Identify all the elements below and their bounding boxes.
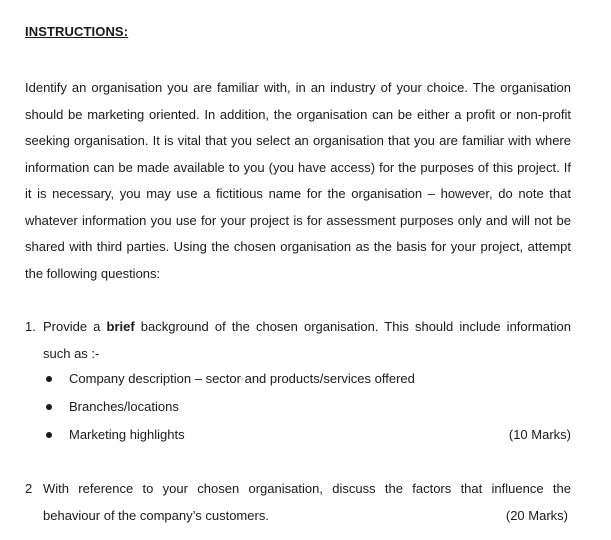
bullet-text: Company description – sector and products/services offered: [69, 371, 415, 386]
question-1-bullet-list: [44, 366, 571, 450]
question-1-text: [43, 314, 571, 367]
question-1: [25, 314, 571, 367]
intro-paragraph: Identify an organisation you are familiar with, in an industry of your choice. The organisation should be marketing oriented. In addition, the organisation can be either a profit or non-profit seeking organisation. It is vital that you select an organisation that you are familiar with where information can be made available to you (you have access) for the purposes of this project. If it is necessary, you may use a fictitious name for the organisation – however, do note that whatever information you use for your project is for assessment purposes only and will not be shared with third parties. Using the chosen organisation as the basis for your project, attempt the following questions:: [25, 80, 571, 281]
word: reference: [78, 481, 134, 496]
list-item: [44, 422, 571, 450]
question-2-line-2: [25, 503, 571, 530]
list-item: [44, 366, 571, 394]
word: your: [162, 481, 188, 496]
word: With: [43, 481, 69, 496]
question-2-line-1: [43, 476, 571, 503]
word: organisation,: [248, 481, 323, 496]
question-1-text-end: background of the chosen organisation. This should include information such as :-: [43, 319, 571, 361]
list-item: [44, 394, 571, 422]
word: that: [460, 481, 483, 496]
instructions-heading: INSTRUCTIONS:: [25, 24, 129, 39]
word: factors: [412, 481, 452, 496]
word: chosen: [197, 481, 240, 496]
bullet-icon: [46, 376, 52, 382]
word: the: [384, 481, 403, 496]
question-1-marks: (10 Marks): [508, 427, 571, 442]
question-2-text-end: behaviour of the company’s customers.: [43, 507, 269, 523]
bullet-icon: [46, 432, 52, 438]
word: influence: [491, 481, 544, 496]
bullet-text: Branches/locations: [69, 399, 179, 414]
question-1-bold-word: brief: [106, 319, 135, 334]
bullet-text: Marketing highlights: [69, 427, 185, 442]
question-1-number: 1.: [25, 319, 36, 334]
question-2-number: 2: [25, 481, 33, 496]
word: the: [552, 481, 571, 496]
question-1-text-start: Provide a: [43, 319, 107, 334]
bullet-icon: [46, 404, 52, 410]
question-2-marks: (20 Marks): [505, 507, 568, 523]
word: discuss: [332, 481, 376, 496]
question-2: [25, 476, 571, 529]
word: to: [142, 481, 154, 496]
